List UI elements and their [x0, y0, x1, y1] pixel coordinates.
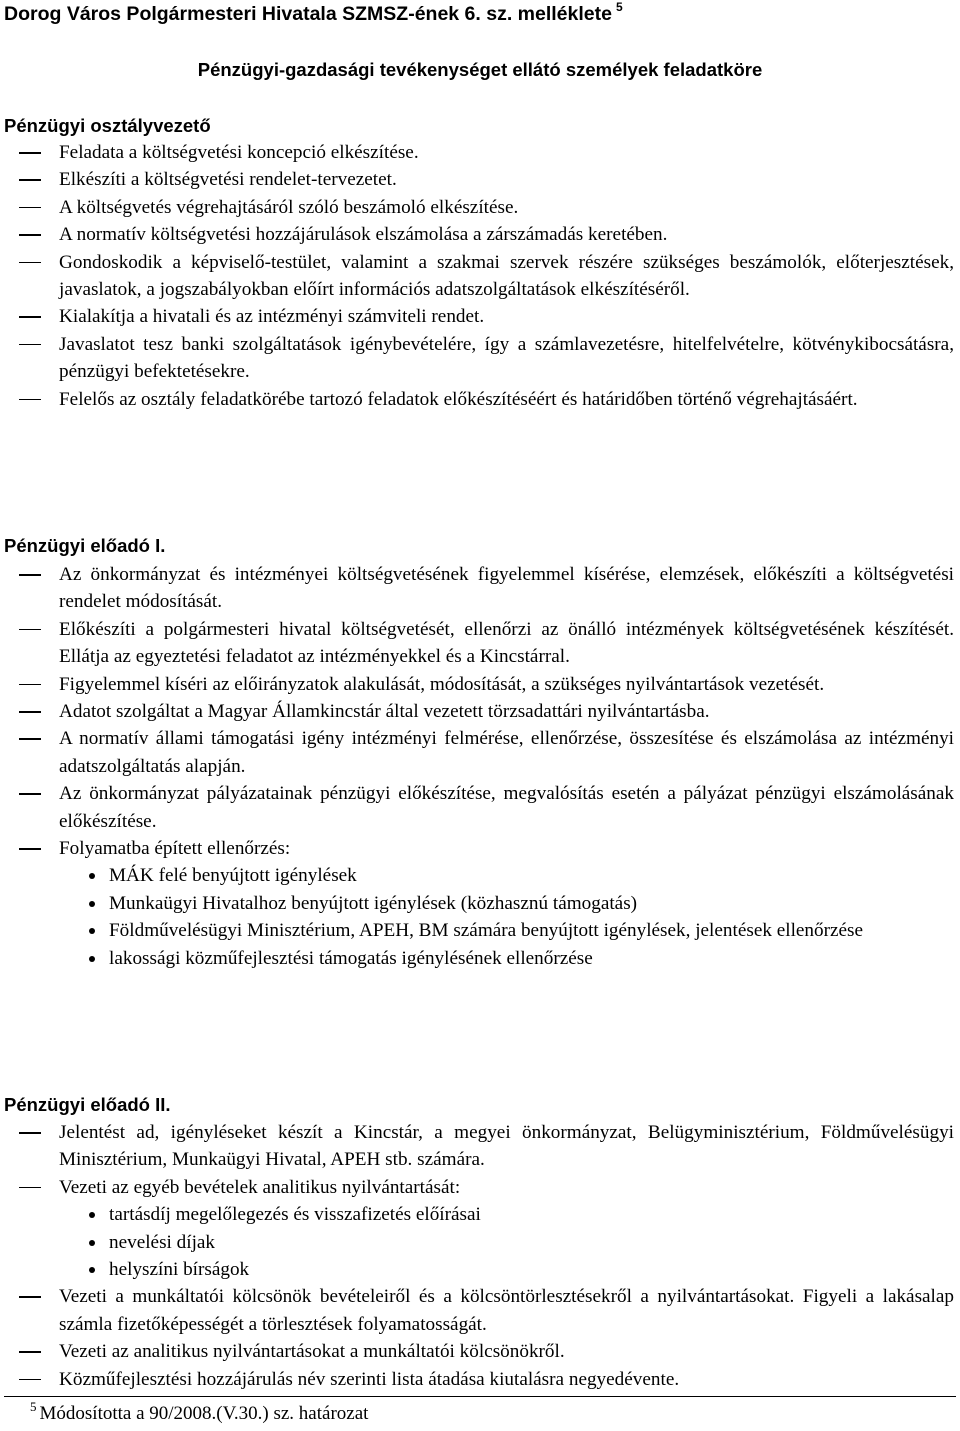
- document-subtitle: Pénzügyi-gazdasági tevékenységet ellátó személyek feladatköre: [197, 59, 763, 80]
- sub-list-item: [59, 945, 954, 972]
- dash-bullet-icon: [19, 179, 41, 181]
- dash-bullet-icon: [19, 152, 41, 154]
- list-item: [0, 1366, 960, 1393]
- section-list-eloado-2: [0, 1119, 960, 1393]
- sub-list-item: [59, 1201, 954, 1228]
- sub-list-item-text: nevelési díjak: [109, 1231, 216, 1253]
- dash-bullet-icon: [19, 1379, 41, 1381]
- list-item: [0, 331, 960, 386]
- list-item: [0, 303, 960, 330]
- sub-list-item-text: MÁK felé benyújtott igénylések: [109, 865, 357, 887]
- dot-bullet-icon: [89, 873, 95, 879]
- list-item-text: Az önkormányzat pályázatainak pénzügyi előkészítése, megvalósítás esetén a pályázat pénzügyi elszámolásának előkészítése.: [59, 783, 954, 832]
- list-item: [0, 221, 960, 248]
- list-item: [0, 166, 960, 193]
- section-list-eloado-1: [0, 561, 960, 972]
- footnote-reference: 5: [615, 0, 623, 14]
- list-item: [0, 1283, 960, 1338]
- dash-bullet-icon: [19, 574, 41, 576]
- list-item-text: Közműfejlesztési hozzájárulás név szerinti lista átadása kiutalásra negyedévente.: [59, 1368, 680, 1390]
- sub-list-item: [59, 890, 954, 917]
- list-item-text: Figyelemmel kíséri az előirányzatok alakulását, módosítását, a szükséges nyilvántartások vezetését.: [59, 673, 825, 695]
- list-item-text: Előkészíti a polgármesteri hivatal költségvetését, ellenőrzi az önálló intézmények költségvetésének készítését. Ellátja az egyeztetési feladatot az intézményekkel és a Kincstárral.: [59, 618, 954, 668]
- dot-bullet-icon: [89, 956, 95, 962]
- list-item: [0, 194, 960, 221]
- dash-bullet-icon: [19, 262, 41, 264]
- dot-bullet-icon: [89, 1240, 95, 1246]
- section-title-eloado-1: Pénzügyi előadó I.: [4, 535, 166, 556]
- sub-list-item-text: lakossági közműfejlesztési támogatás igénylésének ellenőrzése: [109, 947, 593, 969]
- list-item-text: Jelentést ad, igényléseket készít a Kincstár, a megyei önkormányzat, Belügyminisztérium, Földművelésügyi Minisztérium, Munkaügyi Hivatal, APEH stb. számára.: [59, 1122, 954, 1171]
- list-item-text: Felelős az osztály feladatkörébe tartozó feladatok előkészítéséért és határidőben történő végrehajtásáért.: [59, 388, 858, 410]
- sub-list: [59, 862, 954, 972]
- dot-bullet-icon: [89, 928, 95, 934]
- footnote: [30, 1398, 369, 1427]
- list-item: [0, 561, 960, 616]
- dash-bullet-icon: [19, 1187, 41, 1189]
- dash-bullet-icon: [19, 399, 41, 401]
- sub-list-item-text: helyszíni bírságok: [109, 1259, 250, 1281]
- list-item-text: Az önkormányzat és intézményei költségvetésének figyelemmel kísérése, elemzések, előkészíti a költségvetési rendelet módosítását.: [59, 564, 954, 613]
- list-item: [0, 725, 960, 780]
- list-item: [0, 386, 960, 413]
- sub-list-item-text: tartásdíj megelőlegezés és visszafizetés előírásai: [109, 1204, 481, 1226]
- sub-list-item-text: Munkaügyi Hivatalhoz benyújtott igénylések (közhasznú támogatás): [109, 892, 638, 914]
- section-title-eloado-2: Pénzügyi előadó II.: [4, 1094, 171, 1115]
- list-item: [0, 698, 960, 725]
- dash-bullet-icon: [19, 738, 41, 740]
- list-item-text: A költségvetés végrehajtásáról szóló beszámoló elkészítése.: [59, 196, 519, 218]
- sub-list-item: [59, 862, 954, 889]
- dash-bullet-icon: [19, 344, 41, 346]
- dash-bullet-icon: [19, 793, 41, 795]
- list-item-text: Feladata a költségvetési koncepció elkészítése.: [59, 142, 419, 163]
- sub-list: [59, 1201, 954, 1283]
- dot-bullet-icon: [89, 1212, 95, 1218]
- list-item-text: Gondoskodik a képviselő-testület, valamint a szakmai szervek részére szükséges beszámolók, előterjesztések, javaslatok, a jogszabályokban előírt információs adatszolgáltatások elkészítéséről.: [59, 251, 954, 301]
- list-item-text: Elkészíti a költségvetési rendelet-tervezetet.: [59, 169, 397, 191]
- list-item: [0, 1174, 960, 1284]
- dash-bullet-icon: [19, 848, 41, 850]
- dash-bullet-icon: [19, 1132, 41, 1134]
- header-title: Dorog Város Polgármesteri Hivatala SZMSZ-ének 6. sz. melléklete: [4, 3, 612, 25]
- sub-list-item: [59, 917, 954, 944]
- footnote-number: 5: [30, 1398, 37, 1414]
- list-item-text: Vezeti az analitikus nyilvántartásokat a munkáltatói kölcsönökről.: [59, 1341, 565, 1363]
- dash-bullet-icon: [19, 1351, 41, 1353]
- list-item: [0, 139, 960, 166]
- document-header: [4, 0, 623, 28]
- dash-bullet-icon: [19, 1296, 41, 1298]
- sub-list-item: [59, 1256, 954, 1283]
- dash-bullet-icon: [19, 684, 41, 686]
- list-item: [0, 1338, 960, 1365]
- list-item-text: Vezeti az egyéb bevételek analitikus nyilvántartását:: [59, 1176, 461, 1198]
- list-item-text: Kialakítja a hivatali és az intézményi számviteli rendet.: [59, 306, 485, 328]
- section-list-osztalyvezeto: [0, 139, 960, 413]
- dot-bullet-icon: [89, 1267, 95, 1273]
- footnote-text: Módosította a 90/2008.(V.30.) sz. határozat: [39, 1403, 369, 1424]
- list-item: [0, 780, 960, 835]
- dash-bullet-icon: [19, 711, 41, 713]
- dash-bullet-icon: [19, 629, 41, 631]
- list-item-text: Vezeti a munkáltatói kölcsönök bevételeiről és a kölcsöntörlesztésekről a nyilvántartásokat. Figyeli a lakásalap számla fizetőképességét a törlesztések folyamatosságát.: [59, 1286, 954, 1335]
- dash-bullet-icon: [19, 234, 41, 236]
- dot-bullet-icon: [89, 901, 95, 907]
- sub-list-item: [59, 1229, 954, 1256]
- list-item: [0, 616, 960, 671]
- sub-list-item-text: Földművelésügyi Minisztérium, APEH, BM számára benyújtott igénylések, jelentések ellenőrzése: [109, 920, 864, 942]
- dash-bullet-icon: [19, 207, 41, 209]
- list-item: [0, 671, 960, 698]
- list-item-text: Javaslatot tesz banki szolgáltatások igénybevételére, így a számlavezetésre, hitelfelvételre, kötvénykibocsátásra, pénzügyi befektetésekre.: [59, 333, 954, 383]
- list-item: [0, 835, 960, 972]
- list-item-text: A normatív állami támogatási igény intézményi felmérése, ellenőrzése, összesítése és elszámolása az intézményi adatszolgáltatás alapján.: [59, 728, 954, 777]
- section-title-osztalyvezeto: Pénzügyi osztályvezető: [4, 115, 211, 136]
- list-item: [0, 249, 960, 304]
- dash-bullet-icon: [19, 316, 41, 318]
- list-item-text: Adatot szolgáltat a Magyar Államkincstár által vezetett törzsadattári nyilvántartásba.: [59, 701, 710, 723]
- list-item-text: A normatív költségvetési hozzájárulások elszámolása a zárszámadás keretében.: [59, 224, 668, 246]
- list-item-text: Folyamatba épített ellenőrzés:: [59, 838, 291, 860]
- list-item: [0, 1119, 960, 1174]
- footnote-separator: [4, 1396, 956, 1397]
